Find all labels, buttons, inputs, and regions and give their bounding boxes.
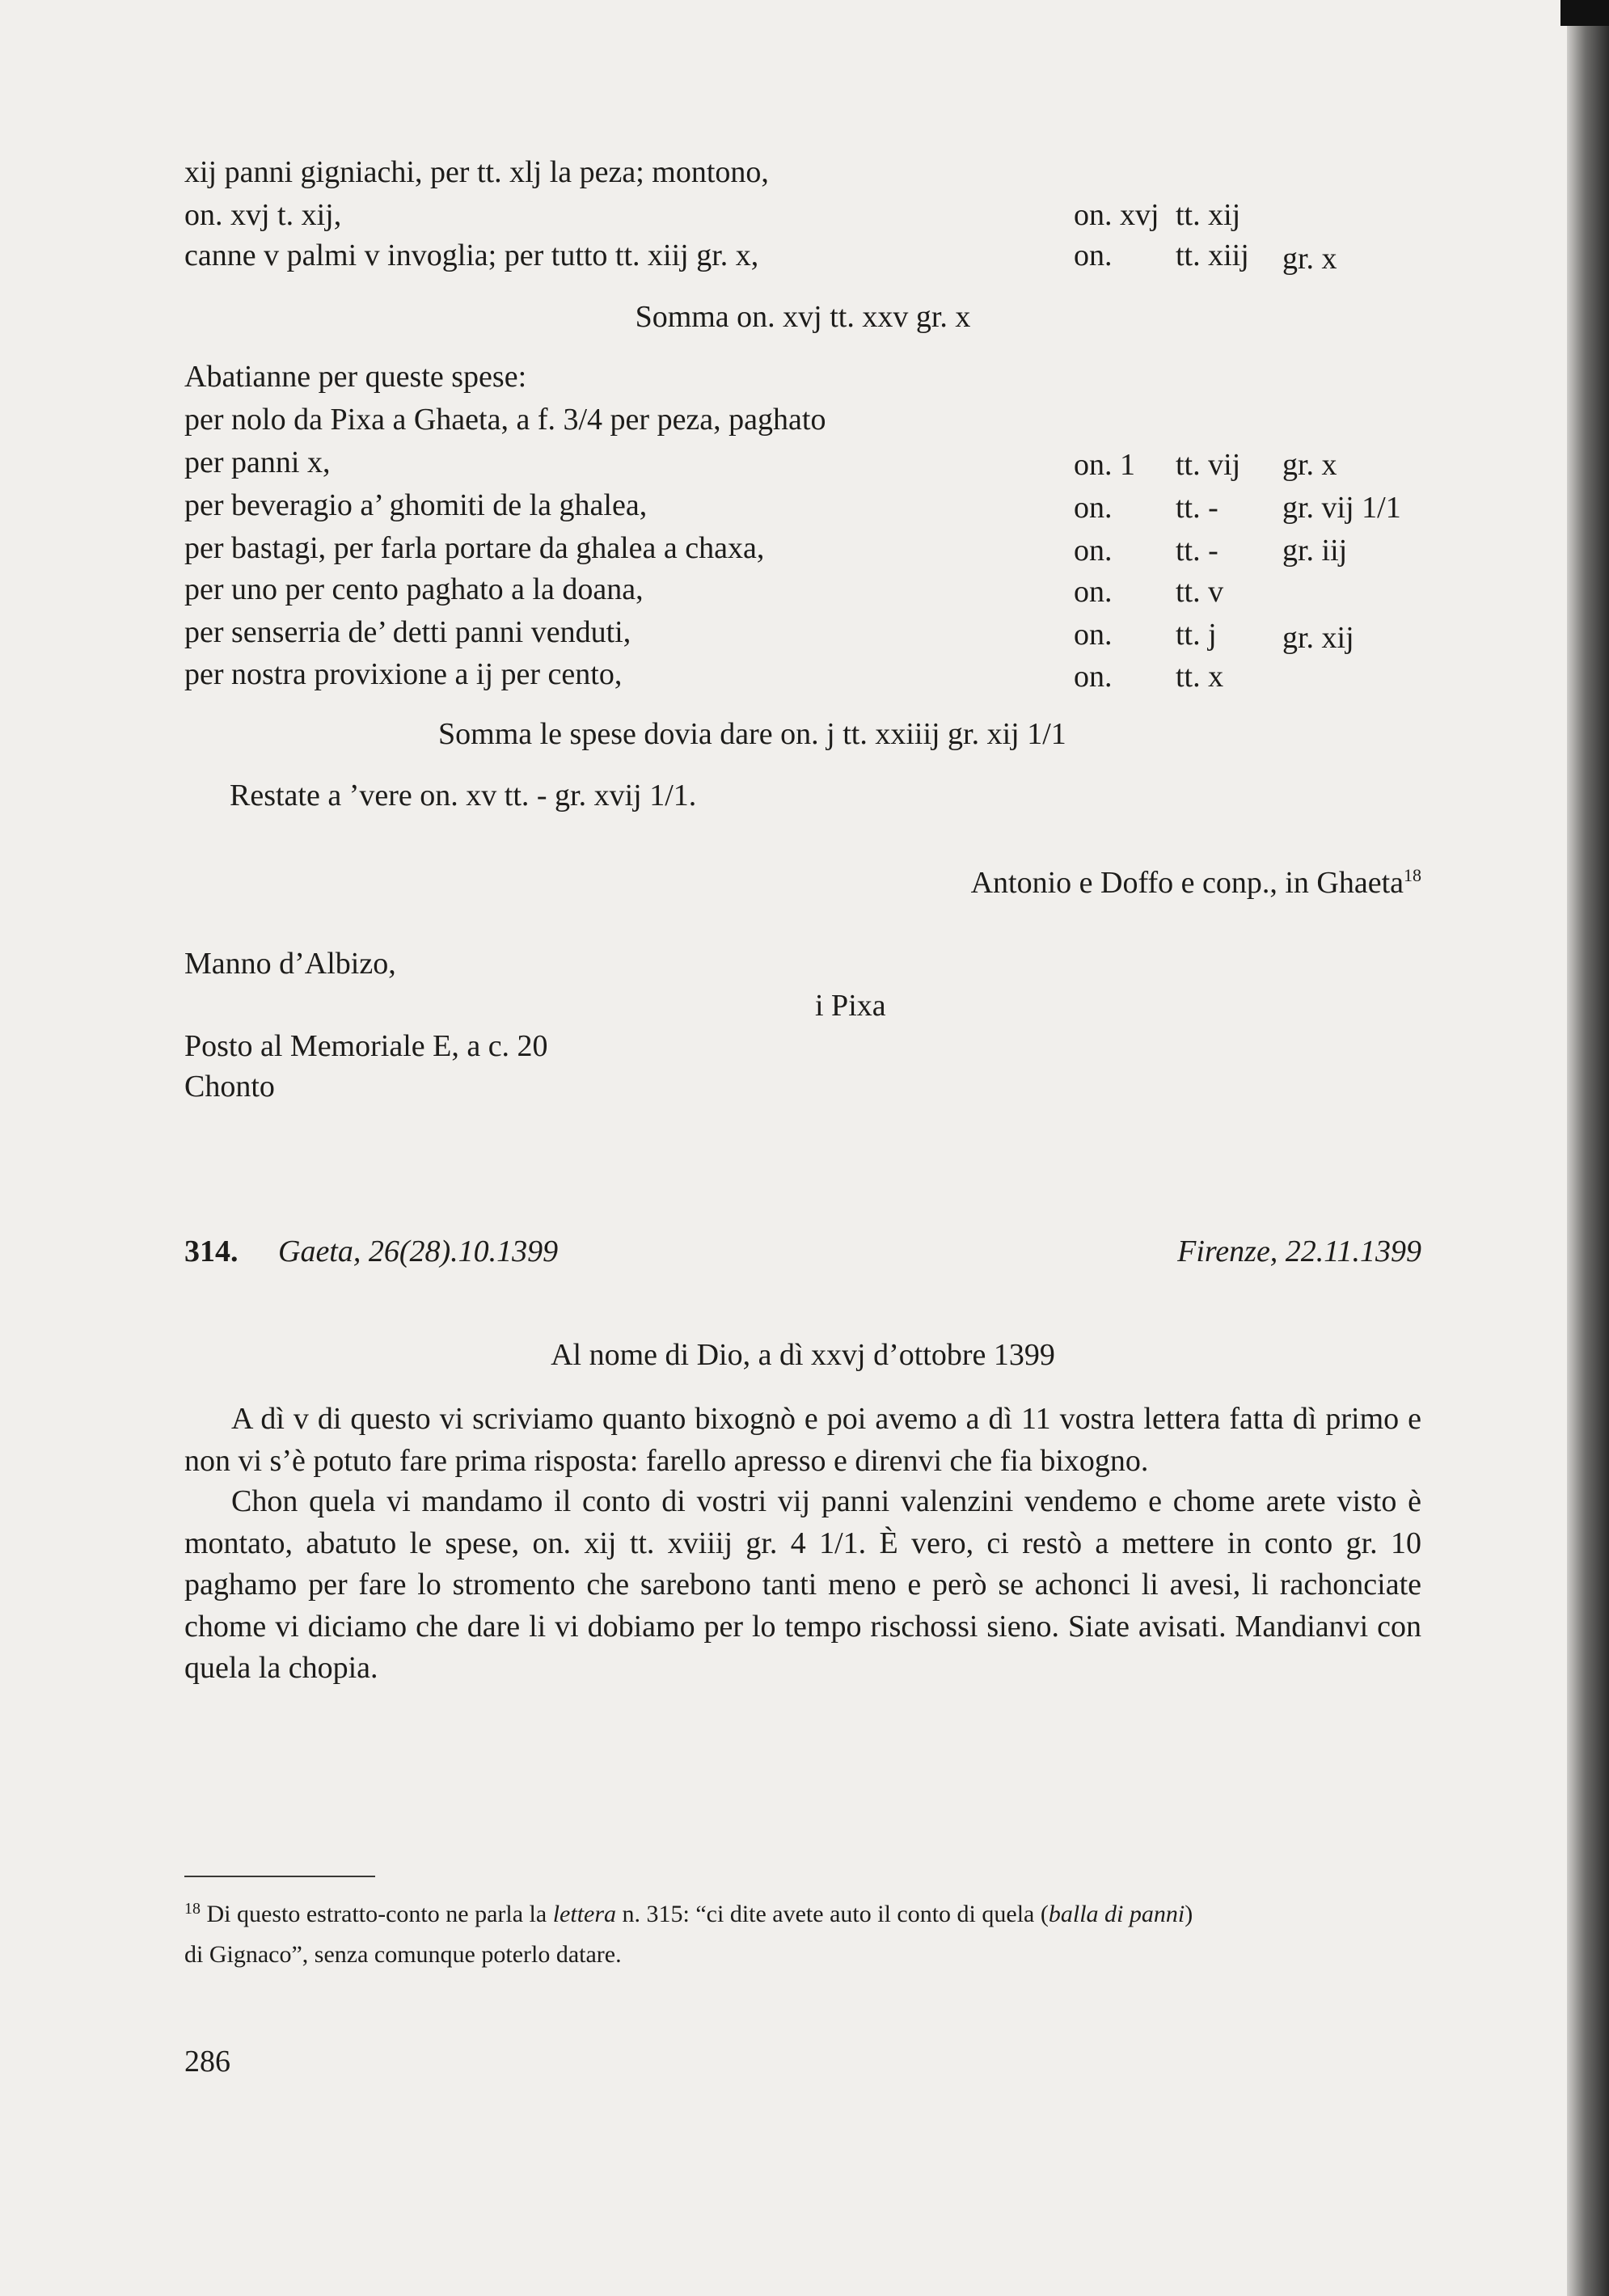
footnote-text: ) bbox=[1185, 1901, 1193, 1927]
nolo-line: per nolo da Pixa a Ghaeta, a f. 3/4 per peza, paghato bbox=[184, 403, 826, 437]
letter-destination: Firenze, 22.11.1399 bbox=[1177, 1235, 1421, 1268]
chonto-line: Chonto bbox=[184, 1070, 275, 1104]
expense-label: per bastagi, per farla portare da ghalea a chaxa, bbox=[184, 531, 765, 565]
expense-label: per beveragio a’ ghomiti de la ghalea, bbox=[184, 488, 648, 522]
footnote-text: lettera bbox=[552, 1901, 617, 1927]
posto-line: Posto al Memoriale E, a c. 20 bbox=[184, 1029, 548, 1063]
footnote-rule bbox=[184, 1876, 375, 1877]
account-line-1: xij panni gigniachi, per tt. xlj la peza; montono, bbox=[184, 155, 769, 189]
somma-total-1: Somma on. xvj tt. xxv gr. x bbox=[635, 300, 971, 334]
amount-gr: gr. iij bbox=[1282, 534, 1348, 568]
place: i Pixa bbox=[815, 989, 886, 1023]
footnote-text: balla di panni bbox=[1048, 1901, 1185, 1927]
signature-text: Antonio e Doffo e conp., in Ghaeta bbox=[970, 866, 1404, 900]
page-edge-corner bbox=[1560, 0, 1609, 26]
footnote-text: Di questo estratto-conto ne parla la bbox=[206, 1901, 553, 1927]
addressee: Manno d’Albizo, bbox=[184, 947, 396, 981]
amount-gr: gr. x bbox=[1282, 448, 1337, 482]
amount-tt: tt. x bbox=[1176, 660, 1224, 694]
expense-label: per nostra provixione a ij per cento, bbox=[184, 657, 623, 691]
footnote-line-1 bbox=[184, 1897, 1421, 1932]
page-content bbox=[184, 0, 1421, 2296]
footnote-text: n. 315: “ci dite avete auto il conto di quela ( bbox=[616, 1901, 1049, 1927]
footnote-number: 18 bbox=[184, 1900, 201, 1918]
amount-on: on. 1 bbox=[1074, 448, 1135, 482]
amount-on: on. bbox=[1074, 491, 1113, 525]
somma-total-2: Somma le spese dovia dare on. j tt. xxiiij gr. xij 1/1 bbox=[438, 717, 1066, 751]
expense-label: per panni x, bbox=[184, 445, 331, 479]
letter-paragraph-2: Chon quela vi mandamo il conto di vostri vij panni valenzini vendemo e chome arete visto è montato, abatuto le spese, on. xij tt. xviiij gr. 4 1/1. È vero, ci restò a mettere in conto gr. 10 paghamo per fare lo stromento che sarebono tanti meno e però se achonci li avesi, li rachonciate chome vi diciamo che dare li vi dobiamo per lo tempo rischossi sieno. Siate avisati. Mandianvi con quela la chopia. bbox=[184, 1484, 1421, 1685]
account-line-3: canne v palmi v invoglia; per tutto tt. xiij gr. x, bbox=[184, 238, 759, 272]
restate-line: Restate a ’vere on. xv tt. - gr. xvij 1/1. bbox=[230, 779, 697, 812]
expense-label: per uno per cento paghato a la doana, bbox=[184, 572, 644, 606]
letter-heading: Al nome di Dio, a dì xxvj d’ottobre 1399 bbox=[551, 1338, 1055, 1372]
expense-label: per senserria de’ detti panni venduti, bbox=[184, 615, 631, 649]
amount-on: on. bbox=[1074, 534, 1113, 568]
amount-gr: gr. x bbox=[1282, 242, 1337, 276]
amount-tt: tt. - bbox=[1176, 534, 1218, 568]
amount-tt: tt. vij bbox=[1176, 448, 1241, 482]
letter-number: 314. bbox=[184, 1235, 239, 1268]
footnote-ref: 18 bbox=[1404, 865, 1421, 885]
amount-on: on. bbox=[1074, 660, 1113, 694]
page-edge-shadow bbox=[1567, 0, 1609, 2296]
amount-tt: tt. j bbox=[1176, 618, 1217, 652]
page-number: 286 bbox=[184, 2045, 230, 2079]
amount-tt: tt. - bbox=[1176, 491, 1218, 525]
amount-on: on. xvj bbox=[1074, 198, 1159, 232]
amount-on: on. bbox=[1074, 575, 1113, 609]
amount-tt: tt. xiij bbox=[1176, 238, 1249, 272]
amount-tt: tt. v bbox=[1176, 575, 1224, 609]
amount-gr: gr. xij bbox=[1282, 621, 1354, 655]
amount-on: on. bbox=[1074, 238, 1113, 272]
signature bbox=[971, 865, 1421, 901]
amount-tt: tt. xij bbox=[1176, 198, 1241, 232]
account-line-2: on. xvj t. xij, bbox=[184, 198, 342, 232]
amount-on: on. bbox=[1074, 618, 1113, 652]
footnote-line-2: di Gignaco”, senza comunque poterlo datare. bbox=[184, 1941, 622, 1968]
abatianne-heading: Abatianne per queste spese: bbox=[184, 360, 527, 394]
amount-gr: gr. vij 1/1 bbox=[1282, 491, 1401, 525]
letter-origin: Gaeta, 26(28).10.1399 bbox=[278, 1235, 559, 1268]
letter-paragraph-1: A dì v di questo vi scriviamo quanto bixognò e poi avemo a dì 11 vostra lettera fatta dì primo e non vi s’è potuto fare prima risposta: farello apresso e direnvi che fia bixogno. bbox=[184, 1402, 1421, 1478]
